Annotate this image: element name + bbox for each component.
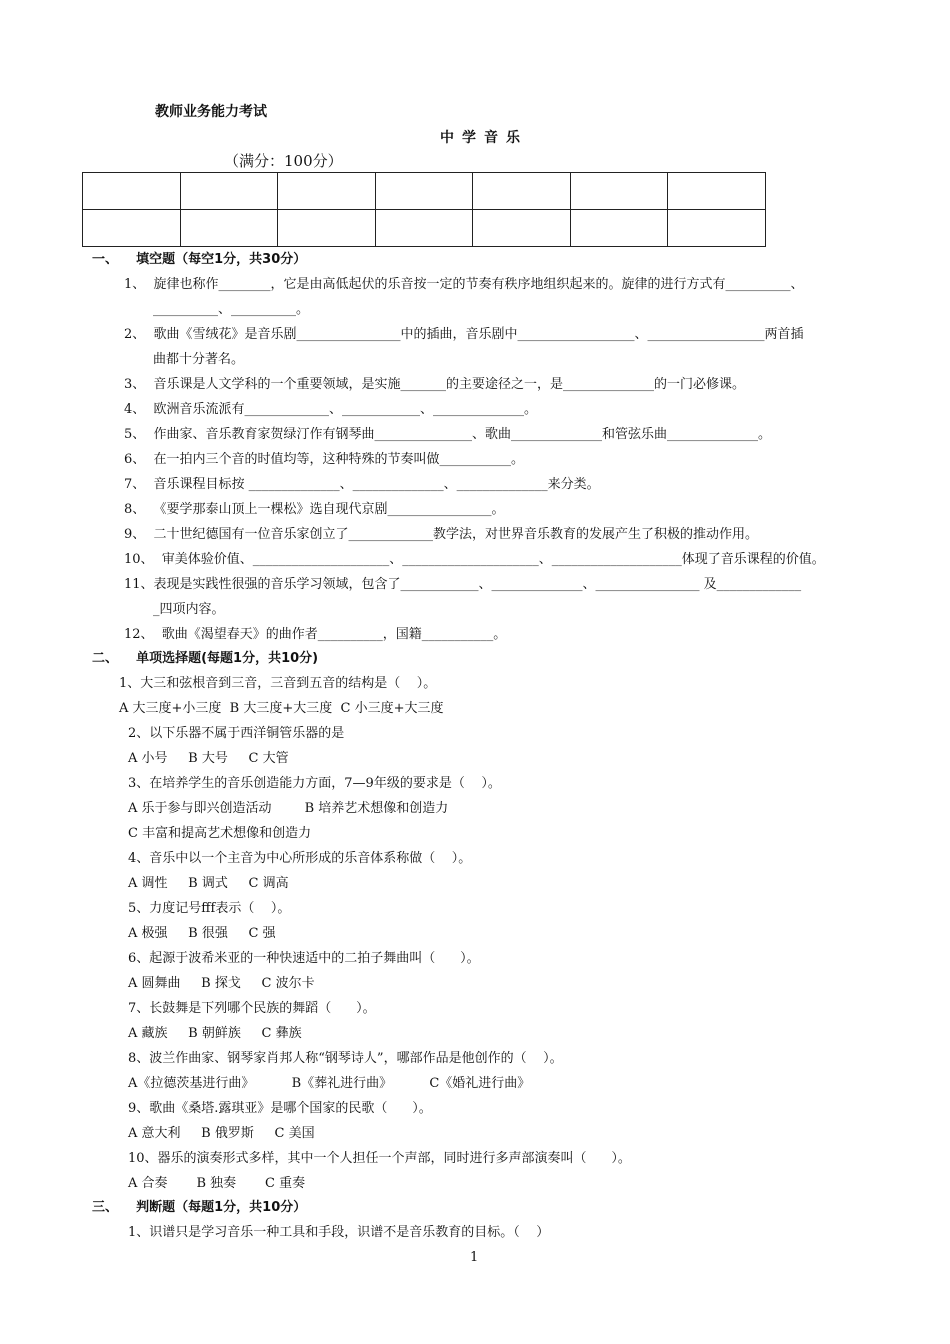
score-cell [375,173,473,210]
score-cell [83,210,181,247]
section2-line: 1、大三和弦根音到三音，三音到五音的结构是（ ）。 [119,676,437,691]
section1-line: 2、 歌曲《雪绒花》是音乐剧________________中的插曲，音乐剧中__________________、__________________两首插 [124,327,804,342]
score-cell [473,173,571,210]
score-cell [180,210,278,247]
full-score: （满分：100分） [224,152,343,170]
score-cell [570,210,668,247]
score-cell [375,210,473,247]
section2-line: 6、起源于波希米亚的一种快速适中的二拍子舞曲叫（ ）。 [128,951,480,966]
section3-line: 1、识谱只是学习音乐一种工具和手段，识谱不是音乐教育的目标。（ ） [128,1225,550,1240]
section1-line: 7、 音乐课程目标按 ______________、______________、______________来分类。 [124,477,600,492]
section1-line: 3、 音乐课是人文学科的一个重要领域，是实施_______的主要途径之一，是______________的一门必修课。 [124,377,746,392]
section1-line: 4、 欧洲音乐流派有_____________、____________、______________。 [124,402,538,417]
section2-line: 7、长鼓舞是下列哪个民族的舞蹈（ ）。 [128,1001,376,1016]
section2-heading: 二、 单项选择题(每题1分，共10分) [92,651,319,666]
section2-line: A 合奏 B 独奏 C 重奏 [128,1176,306,1191]
section1-line: 8、 《要学那泰山顶上一棵松》选自现代京剧________________。 [124,502,505,517]
section2-line: A 大三度+小三度 B 大三度+大三度 C 小三度+大三度 [119,701,444,716]
section2-line: A 乐于参与即兴创造活动 B 培养艺术想像和创造力 [128,801,449,816]
score-cell [668,173,766,210]
section1-line: 11、表现是实践性很强的音乐学习领域，包含了____________、______________、________________ 及_____________ [124,577,802,592]
section1-line: 12、 歌曲《渴望春天》的曲作者__________，国籍___________。 [124,627,507,642]
section2-line: A 调性 B 调式 C 调高 [128,876,289,891]
score-table-row [83,210,766,247]
section1-line: 9、 二十世纪德国有一位音乐家创立了_____________教学法，对世界音乐教育的发展产生了积极的推动作用。 [124,527,759,542]
section2-line: A 意大利 B 俄罗斯 C 美国 [128,1126,315,1141]
section2-line: 10、器乐的演奏形式多样，其中一个人担任一个声部，同时进行多声部演奏叫（ ）。 [128,1151,631,1166]
section1-line: 1、 旋律也称作________，它是由高低起伏的乐音按一定的节奏有秩序地组织起来的。旋律的进行方式有__________、 [124,277,804,292]
score-cell [278,210,376,247]
score-table-row [83,173,766,210]
section2-line: 3、在培养学生的音乐创造能力方面，7—9年级的要求是（ ）。 [128,776,501,791]
score-cell [180,173,278,210]
score-table [82,172,766,247]
section2-line: A《拉德茨基进行曲》 B《葬礼进行曲》 C《婚礼进行曲》 [128,1076,531,1091]
section1-line: 10、 审美体验价值、_____________________、_____________________、____________________体现了音乐课程的价值。 [124,552,825,567]
section2-line: 5、力度记号fff表示（ ）。 [128,901,291,916]
score-cell [570,173,668,210]
exam-subject: 中学音乐 [440,130,528,146]
exam-title: 教师业务能力考试 [155,104,267,120]
section1-line: 5、 作曲家、音乐教育家贺绿汀作有钢琴曲_______________、歌曲______________和管弦乐曲______________。 [124,427,772,442]
section2-line: A 极强 B 很强 C 强 [128,926,276,941]
page-number: 1 [470,1250,479,1265]
score-cell [278,173,376,210]
section2-line: A 小号 B 大号 C 大管 [128,751,289,766]
section1-line: 6、 在一拍内三个音的时值均等，这种特殊的节奏叫做___________。 [124,452,525,467]
section1-heading: 一、 填空题（每空1分，共30分） [92,252,307,267]
section2-line: C 丰富和提高艺术想像和创造力 [128,826,312,841]
section3-heading: 三、 判断题（每题1分，共10分） [92,1200,307,1215]
score-cell [473,210,571,247]
section2-line: 8、波兰作曲家、钢琴家肖邦人称“钢琴诗人”，哪部作品是他创作的（ ）。 [128,1051,563,1066]
section1-line: _四项内容。 [153,602,225,617]
section2-line: 4、音乐中以一个主音为中心所形成的乐音体系称做（ ）。 [128,851,472,866]
section2-line: 9、歌曲《桑塔.露琪亚》是哪个国家的民歌（ ）。 [128,1101,432,1116]
section2-line: 2、以下乐器不属于西洋铜管乐器的是 [128,726,345,741]
score-cell [668,210,766,247]
score-cell [83,173,181,210]
section2-line: A 藏族 B 朝鲜族 C 彝族 [128,1026,302,1041]
section1-line: 曲都十分著名。 [153,352,245,367]
section1-line: __________、__________。 [153,302,310,317]
section2-line: A 圆舞曲 B 探戈 C 波尔卡 [128,976,315,991]
